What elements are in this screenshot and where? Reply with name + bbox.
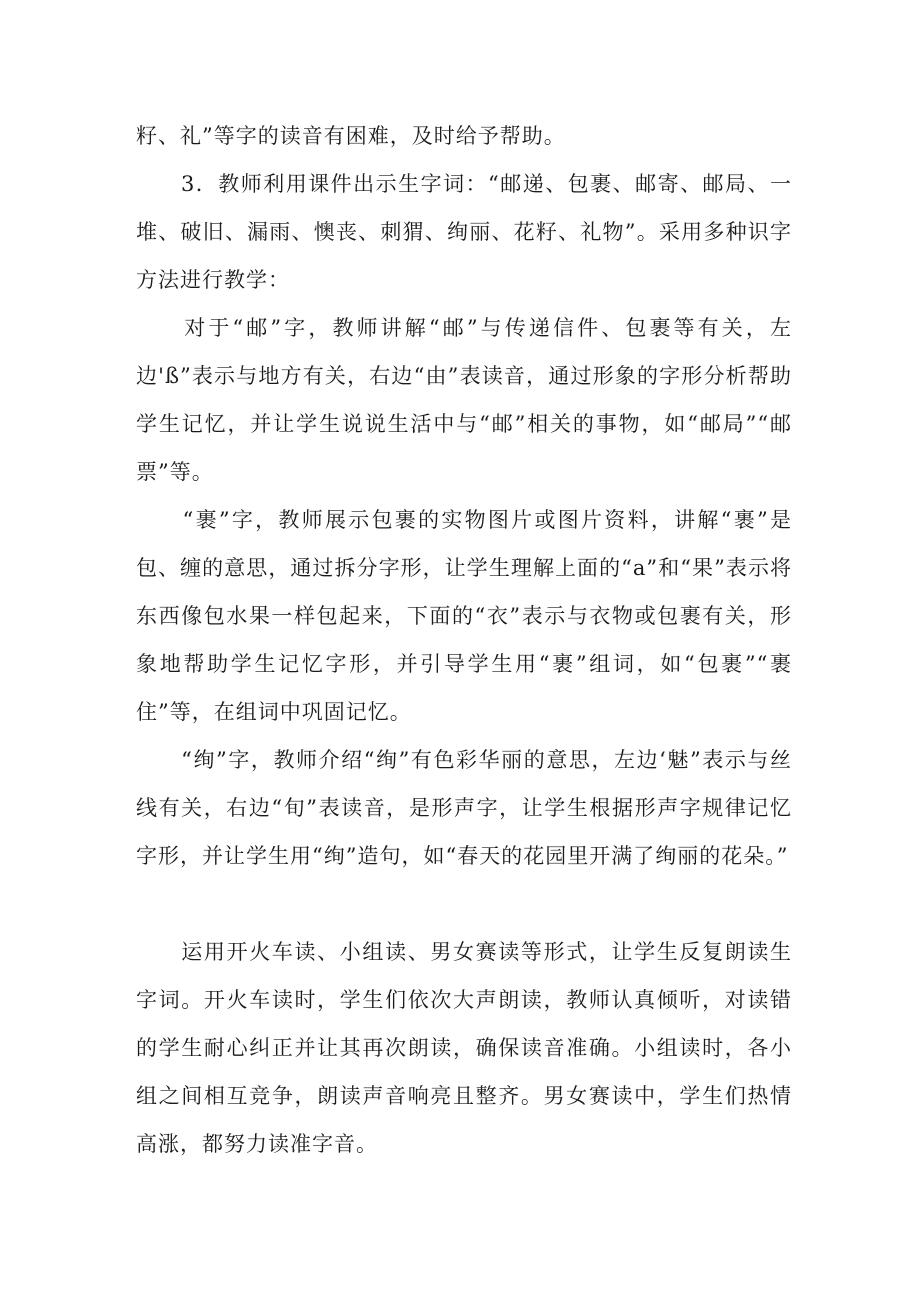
paragraph-3: 对于“邮”字，教师讲解“邮”与传递信件、包裹等有关，左边'ß”表示与地方有关，右边“由”表读音，通过形象的字形分析帮助学生记忆，并让学生说说生活中与“邮”相关的事物，如“邮局”“邮票”等。 — [136, 316, 792, 484]
paragraph-6: 运用开火车读、小组读、男女赛读等形式，让学生反复朗读生字词。开火车读时，学生们依次大声朗读，教师认真倾听，对读错的学生耐心纠正并让其再次朗读，确保读音准确。小组读时，各小组之间相互竞争，朗读声音响亮且整齐。男女赛读中，学生们热情高涨，都努力读准字音。 — [136, 940, 792, 1156]
paragraph-4: “裹”字，教师展示包裹的实物图片或图片资料，讲解“裹”是包、缠的意思，通过拆分字形，让学生理解上面的“a”和“果”表示将东西像包水果一样包起来，下面的“衣”表示与衣物或包裹有关，形象地帮助学生记忆字形，并引导学生用“裹”组词，如“包裹”“裹住”等，在组词中巩固记忆。 — [136, 508, 792, 724]
paragraph-2: 3．教师利用课件出示生字词：“邮递、包裹、邮寄、邮局、一堆、破旧、漏雨、懊丧、刺猬、绚丽、花籽、礼物”。采用多种识字方法进行教学： — [136, 172, 792, 292]
paragraph-1: 籽、礼”等字的读音有困难，及时给予帮助。 — [136, 124, 566, 148]
paragraph-5: “绚”字，教师介绍“绚”有色彩华丽的意思，左边‘魅”表示与丝线有关，右边“旬”表读音，是形声字，让学生根据形声字规律记忆字形，并让学生用“绚”造句，如“春天的花园里开满了绚丽的花朵。” — [136, 748, 792, 868]
